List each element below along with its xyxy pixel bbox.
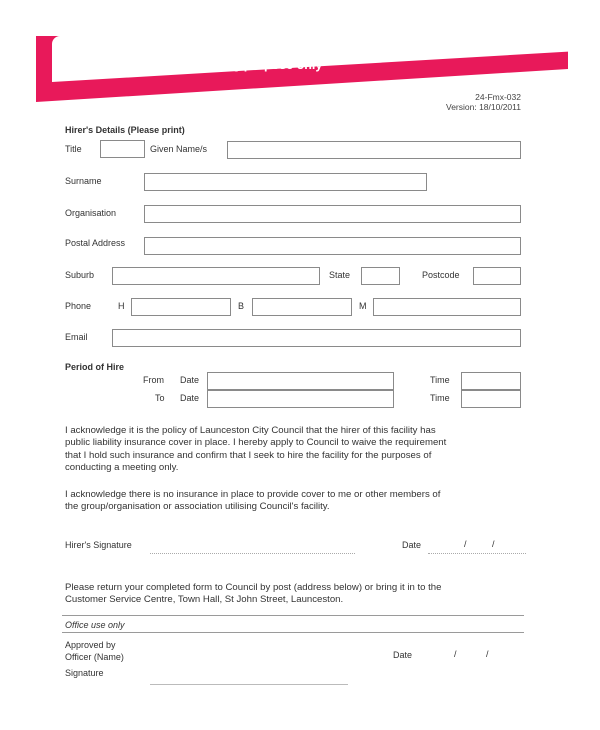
phone-home-field[interactable] (131, 298, 231, 316)
ack1-line-1: I acknowledge it is the policy of Launceston City Council that the hirer of this facility has (65, 425, 436, 436)
phone-mobile-field[interactable] (373, 298, 521, 316)
from-time-field[interactable] (461, 372, 521, 390)
to-time-field[interactable] (461, 390, 521, 408)
from-label: From (143, 375, 164, 385)
state-field[interactable] (361, 267, 400, 285)
hirer-signature-line[interactable] (150, 553, 355, 554)
office-signature-label: Signature (65, 668, 104, 678)
approved-by-line-2: Officer (Name) (65, 652, 124, 662)
given-names-label: Given Name/s (150, 144, 208, 154)
return-instructions (65, 582, 521, 607)
title-field[interactable] (100, 140, 145, 158)
hirer-signature-label: Hirer's Signature (65, 540, 132, 550)
office-signature-line[interactable] (150, 684, 348, 685)
postal-address-field[interactable] (144, 237, 521, 255)
phone-mobile-label: M (359, 301, 367, 311)
office-use-heading: Office use only (65, 620, 125, 630)
ack1-line-4: conducting a meeting only. (65, 462, 179, 474)
to-date-field[interactable] (207, 390, 394, 408)
approved-by-label (65, 639, 124, 663)
return-line-1: Please return your completed form to Council by post (address below) or bring it in to the (65, 582, 442, 593)
form-code: 24-Fmx-032 (475, 92, 521, 102)
surname-field[interactable] (144, 173, 427, 191)
period-of-hire-heading: Period of Hire (65, 362, 125, 372)
acknowledgement-paragraph-1 (65, 425, 521, 475)
to-label: To (155, 393, 165, 403)
signature-date-line[interactable] (428, 553, 526, 554)
acknowledgement-paragraph-2 (65, 489, 521, 514)
postcode-label: Postcode (422, 270, 460, 280)
suburb-field[interactable] (112, 267, 320, 285)
organisation-field[interactable] (144, 205, 521, 223)
given-names-field[interactable] (227, 141, 521, 159)
office-date-slash-1: / (454, 649, 457, 659)
signature-date-slash-2: / (492, 539, 495, 549)
ack1-line-2: public liability insurance cover in place. I hereby apply to Council to waive the requirement (65, 437, 447, 449)
from-time-label: Time (430, 375, 450, 385)
form-title (66, 43, 546, 73)
organisation-label: Organisation (65, 208, 117, 218)
surname-label: Surname (65, 176, 102, 186)
form-title-line-2: Council Facilities for meeting purpose only (66, 58, 323, 72)
to-time-label: Time (430, 393, 450, 403)
email-field[interactable] (112, 329, 521, 347)
return-line-2: Customer Service Centre, Town Hall, St John Street, Launceston. (65, 594, 344, 606)
to-date-label: Date (180, 393, 200, 403)
hirer-details-heading: Hirer's Details (Please print) (65, 125, 185, 135)
office-use-divider-bottom (62, 632, 524, 633)
form-title-line-1: Application to Waive Public Liability Insurance Requirements for Hire of (66, 43, 493, 57)
phone-home-label: H (118, 301, 125, 311)
email-label: Email (65, 332, 88, 342)
from-date-label: Date (180, 375, 200, 385)
approved-by-line-1: Approved by (65, 640, 116, 650)
signature-date-label: Date (402, 540, 422, 550)
suburb-label: Suburb (65, 270, 95, 280)
ack2-line-2: the group/organisation or association utilising Council's facility. (65, 501, 330, 513)
signature-date-slash-1: / (464, 539, 467, 549)
office-date-slash-2: / (486, 649, 489, 659)
title-label: Title (65, 144, 82, 154)
office-use-divider-top (62, 615, 524, 616)
phone-business-field[interactable] (252, 298, 352, 316)
office-date-label: Date (393, 650, 413, 660)
postal-address-label: Postal Address (65, 238, 126, 248)
phone-label: Phone (65, 301, 92, 311)
form-version: Version: 18/10/2011 (446, 102, 521, 112)
state-label: State (329, 270, 351, 280)
from-date-field[interactable] (207, 372, 394, 390)
phone-business-label: B (238, 301, 245, 311)
ack2-line-1: I acknowledge there is no insurance in place to provide cover to me or other members of (65, 489, 441, 500)
ack1-line-3: that I hold such insurance and confirm that I seek to hire the facility for the purposes of (65, 449, 432, 461)
postcode-field[interactable] (473, 267, 521, 285)
